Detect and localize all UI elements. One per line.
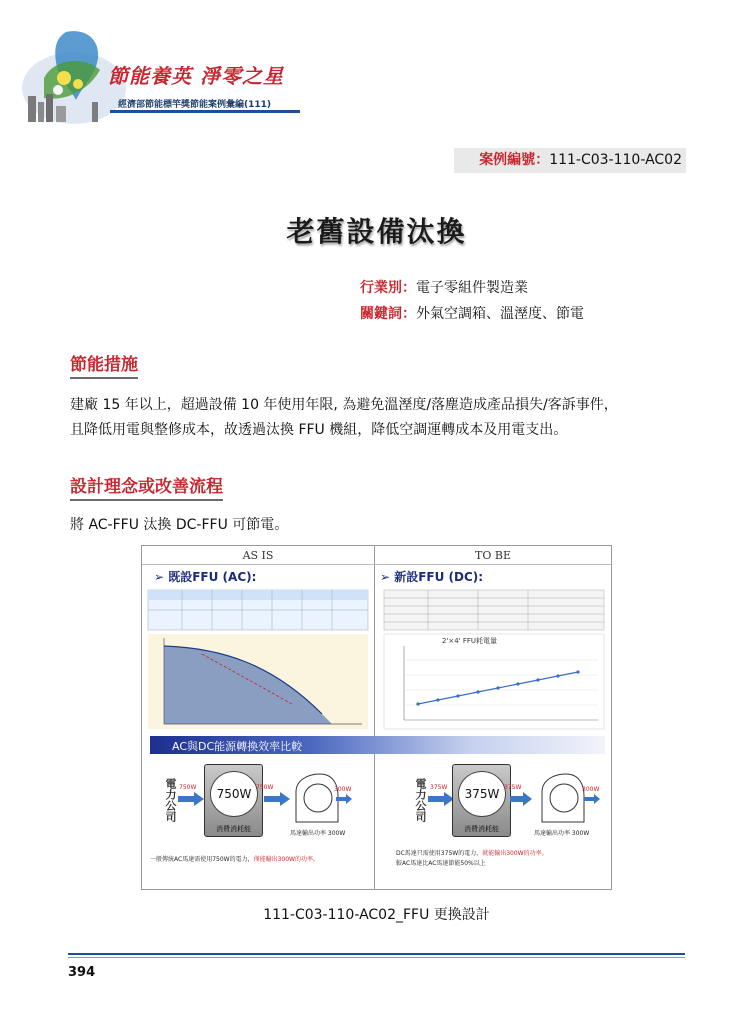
right-in-label: 375W xyxy=(430,784,448,791)
measures-line-1: 建廠 15 年以上，超過設備 10 年使用年限, 為避免溫溼度/落塵造成產品損失/客訴事件， xyxy=(70,397,618,413)
arrow-right-icon xyxy=(428,792,454,806)
case-number-value: 111-C03-110-AC02 xyxy=(549,152,682,168)
efficiency-band-title: AC與DC能源轉換效率比較 xyxy=(172,740,303,753)
as-is-label: AS IS xyxy=(242,549,274,562)
left-mid-label: 750W xyxy=(256,784,274,791)
dc-power-value: 375W xyxy=(458,771,506,817)
arrow-right-icon xyxy=(584,794,600,808)
dc-ffu-power-chart-icon xyxy=(378,584,610,734)
page-title: 老舊設備汰換 xyxy=(286,215,467,248)
new-ffu-label: ➢ 新設FFU (DC): xyxy=(380,570,484,584)
left-note-b: 僅能輸出300W的功率。 xyxy=(253,856,319,863)
logo-divider xyxy=(110,110,300,113)
measures-line-2: 且降低用電與整修成本，故透過汰換 FFU 機組，降低空調運轉成本及用電支出。 xyxy=(70,422,568,438)
right-mid-label: 375W xyxy=(504,784,522,791)
case-number-label: 案例編號： xyxy=(479,152,550,168)
figure-divider xyxy=(374,546,375,889)
figure-caption: 111-C03-110-AC02_FFU 更換設計 xyxy=(263,907,490,923)
to-be-label: TO BE xyxy=(475,549,511,562)
ffu-comparison-figure xyxy=(141,545,612,890)
case-number xyxy=(454,148,686,173)
industry-value: 電子零組件製造業 xyxy=(416,280,528,296)
keywords-label: 關鍵詞： xyxy=(360,306,416,322)
footer-rule-thin xyxy=(68,957,685,958)
footer-rule xyxy=(68,953,685,955)
left-note-line xyxy=(150,854,319,863)
keywords-value: 外氣空調箱、溫溼度、節電 xyxy=(416,306,584,322)
arrow-right-icon xyxy=(178,792,204,806)
right-note-b: 就能輸出300W的功率。 xyxy=(482,850,548,857)
power-company-label-left: 電力公司 xyxy=(164,778,177,822)
page-number: 394 xyxy=(68,965,96,980)
ac-ffu-spec-chart-icon xyxy=(142,584,374,734)
right-fan-caption: 馬達輸出功率 300W xyxy=(534,830,590,837)
ac-box-caption: 消費消耗能 xyxy=(216,825,251,833)
dc-box-caption: 消費消耗能 xyxy=(464,825,499,833)
left-out-label: 300W xyxy=(334,786,352,793)
power-company-label-right: 電力公司 xyxy=(414,778,427,822)
arrow-right-icon xyxy=(264,792,290,806)
industry-line xyxy=(360,277,528,297)
left-note-a: 一般傳統AC馬達需使用750W的電力， xyxy=(150,856,254,863)
right-chart-title: 2'×4' FFU耗電量 xyxy=(442,637,498,645)
section-heading-design: 設計理念或改善流程 xyxy=(70,472,223,501)
right-note-a: DC馬達只需使用375W的電力， xyxy=(396,850,483,857)
arrow-right-icon xyxy=(336,794,352,808)
fan-blower-icon xyxy=(288,772,340,828)
ac-power-value: 750W xyxy=(210,771,258,817)
existing-ffu-label: ➢ 既設FFU (AC): xyxy=(154,570,257,584)
section-heading-measures: 節能措施 xyxy=(70,350,138,379)
logo-subtitle: 經濟部節能標竿獎節能案例彙編(111) xyxy=(118,100,272,110)
ac-power-meter xyxy=(204,764,263,837)
dc-power-meter xyxy=(452,764,511,837)
right-note-line-2: 較AC馬達比AC馬達節能50%以上 xyxy=(396,860,486,867)
header-rule xyxy=(142,564,611,565)
design-line-1: 將 AC-FFU 汰換 DC-FFU 可節電。 xyxy=(70,517,289,533)
industry-label: 行業別： xyxy=(360,280,416,296)
right-out-label: 300W xyxy=(582,786,600,793)
left-fan-caption: 馬達輸出功率 300W xyxy=(290,830,346,837)
logo-title: 節能養英 淨零之星 xyxy=(108,64,284,88)
right-note-line-1 xyxy=(396,848,548,857)
keywords-line xyxy=(360,303,584,323)
arrow-right-icon xyxy=(510,792,532,806)
fan-blower-icon xyxy=(534,772,586,828)
left-in-label: 750W xyxy=(179,784,197,791)
